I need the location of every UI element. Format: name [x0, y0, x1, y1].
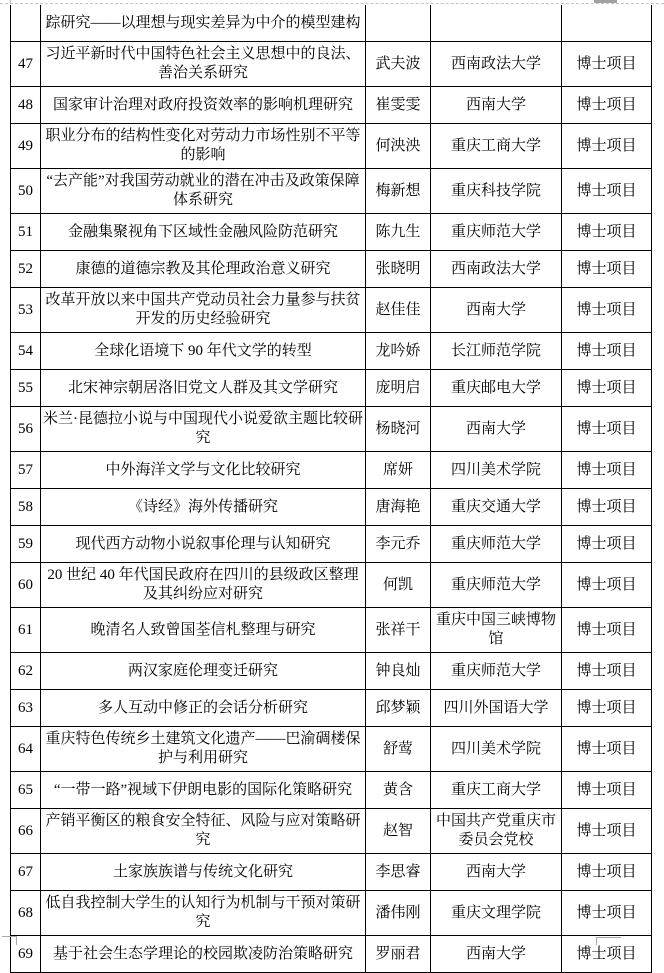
project-title-cell[interactable]: 产销平衡区的粮食安全特征、风险与应对策略研究	[41, 809, 366, 854]
row-number-cell[interactable]: 64	[11, 727, 41, 772]
institution-cell[interactable]: 重庆师范大学	[431, 526, 562, 563]
row-number-cell[interactable]: 51	[11, 214, 41, 251]
project-type-cell[interactable]: 博士项目	[562, 727, 652, 772]
leader-name-cell[interactable]: 唐海艳	[366, 489, 431, 526]
table-row	[11, 452, 652, 489]
project-type-cell[interactable]: 博士项目	[562, 563, 652, 608]
project-title-cell[interactable]: 《诗经》海外传播研究	[41, 489, 366, 526]
institution-cell[interactable]: 重庆中国三峡博物馆	[431, 608, 562, 653]
project-title-cell[interactable]: 北宋神宗朝居洛旧党文人群及其文学研究	[41, 370, 366, 407]
institution-cell[interactable]: 重庆交通大学	[431, 489, 562, 526]
leader-name-cell[interactable]: 何凯	[366, 563, 431, 608]
project-title-cell[interactable]: 职业分布的结构性变化对劳动力市场性别不平等的影响	[41, 124, 366, 169]
row-number-cell[interactable]: 60	[11, 563, 41, 608]
institution-cell[interactable]: 重庆师范大学	[431, 563, 562, 608]
row-number-cell[interactable]: 67	[11, 854, 41, 891]
project-type-cell[interactable]: 博士项目	[562, 489, 652, 526]
text-boundary-top-line	[0, 3, 664, 4]
leader-name-cell[interactable]: 陈九生	[366, 214, 431, 251]
table-row	[11, 124, 652, 169]
leader-name-cell[interactable]: 黄含	[366, 772, 431, 809]
project-title-cell[interactable]: 习近平新时代中国特色社会主义思想中的良法、善治关系研究	[41, 42, 366, 87]
text-boundary-corner-bottom-right	[596, 937, 621, 945]
project-type-cell[interactable]: 博士项目	[562, 214, 652, 251]
table-row	[11, 87, 652, 124]
row-number-cell[interactable]: 68	[11, 891, 41, 936]
project-type-cell[interactable]	[562, 5, 652, 42]
institution-cell[interactable]: 中国共产党重庆市委员会党校	[431, 809, 562, 854]
institution-cell[interactable]: 重庆工商大学	[431, 124, 562, 169]
project-type-cell[interactable]: 博士项目	[562, 42, 652, 87]
institution-cell[interactable]: 重庆工商大学	[431, 772, 562, 809]
leader-name-cell[interactable]: 杨晓河	[366, 407, 431, 452]
projects-table-body	[11, 5, 652, 973]
project-title-cell[interactable]: 现代西方动物小说叙事伦理与认知研究	[41, 526, 366, 563]
institution-cell[interactable]: 西南大学	[431, 288, 562, 333]
leader-name-cell[interactable]: 赵佳佳	[366, 288, 431, 333]
institution-cell[interactable]: 西南政法大学	[431, 42, 562, 87]
row-number-cell[interactable]: 69	[11, 936, 41, 973]
institution-cell[interactable]: 四川外国语大学	[431, 690, 562, 727]
leader-name-cell[interactable]: 潘伟刚	[366, 891, 431, 936]
project-type-cell[interactable]: 博士项目	[562, 452, 652, 489]
project-type-cell[interactable]: 博士项目	[562, 87, 652, 124]
row-number-cell[interactable]: 66	[11, 809, 41, 854]
leader-name-cell[interactable]	[366, 5, 431, 42]
table-row	[11, 42, 652, 87]
project-type-cell[interactable]: 博士项目	[562, 809, 652, 854]
institution-cell[interactable]: 重庆邮电大学	[431, 370, 562, 407]
institution-cell[interactable]: 重庆文理学院	[431, 891, 562, 936]
table-row	[11, 690, 652, 727]
table-row	[11, 489, 652, 526]
institution-cell[interactable]: 长江师范学院	[431, 333, 562, 370]
project-type-cell[interactable]: 博士项目	[562, 854, 652, 891]
project-type-cell[interactable]: 博士项目	[562, 333, 652, 370]
row-number-cell[interactable]: 49	[11, 124, 41, 169]
project-type-cell[interactable]: 博士项目	[562, 407, 652, 452]
table-row	[11, 891, 652, 936]
project-type-cell[interactable]: 博士项目	[562, 124, 652, 169]
institution-cell[interactable]	[431, 5, 562, 42]
text-boundary-corner-bottom-left	[2, 936, 17, 945]
project-title-cell[interactable]: 康德的道德宗教及其伦理政治意义研究	[41, 251, 366, 288]
row-number-cell[interactable]: 61	[11, 608, 41, 653]
leader-name-cell[interactable]: 李思睿	[366, 854, 431, 891]
institution-cell[interactable]: 西南大学	[431, 407, 562, 452]
leader-name-cell[interactable]: 龙吟娇	[366, 333, 431, 370]
row-number-cell[interactable]: 47	[11, 42, 41, 87]
project-type-cell[interactable]: 博士项目	[562, 169, 652, 214]
institution-cell[interactable]: 重庆师范大学	[431, 214, 562, 251]
leader-name-cell[interactable]: 张晓明	[366, 251, 431, 288]
row-number-cell[interactable]: 59	[11, 526, 41, 563]
table-row	[11, 169, 652, 214]
project-title-cell[interactable]: 金融集聚视角下区域性金融风险防范研究	[41, 214, 366, 251]
leader-name-cell[interactable]: 罗丽君	[366, 936, 431, 973]
project-title-cell[interactable]: 两汉家庭伦理变迁研究	[41, 653, 366, 690]
institution-cell[interactable]: 西南政法大学	[431, 251, 562, 288]
project-type-cell[interactable]: 博士项目	[562, 526, 652, 563]
project-title-cell[interactable]: 中外海洋文学与文化比较研究	[41, 452, 366, 489]
project-title-cell[interactable]: 国家审计治理对政府投资效率的影响机理研究	[41, 87, 366, 124]
project-type-cell[interactable]: 博士项目	[562, 608, 652, 653]
table-row	[11, 936, 652, 973]
leader-name-cell[interactable]: 何泱泱	[366, 124, 431, 169]
project-title-cell[interactable]: 踪研究——以理想与现实差异为中介的模型建构	[41, 5, 366, 42]
leader-name-cell[interactable]: 席妍	[366, 452, 431, 489]
project-title-cell[interactable]: “去产能”对我国劳动就业的潜在冲击及政策保障体系研究	[41, 169, 366, 214]
project-title-cell[interactable]: 晚清名人致曾国荃信札整理与研究	[41, 608, 366, 653]
row-number-cell[interactable]: 53	[11, 288, 41, 333]
institution-cell[interactable]: 西南大学	[431, 87, 562, 124]
page-break-marker	[594, 0, 617, 3]
row-number-cell[interactable]: 50	[11, 169, 41, 214]
project-title-cell[interactable]: “一带一路”视域下伊朗电影的国际化策略研究	[41, 772, 366, 809]
table-row	[11, 370, 652, 407]
table-row	[11, 653, 652, 690]
project-type-cell[interactable]: 博士项目	[562, 288, 652, 333]
row-number-cell[interactable]: 54	[11, 333, 41, 370]
table-row	[11, 563, 652, 608]
table-row	[11, 251, 652, 288]
leader-name-cell[interactable]: 李元乔	[366, 526, 431, 563]
table-row	[11, 288, 652, 333]
projects-table[interactable]	[10, 5, 652, 973]
row-number-cell[interactable]: 48	[11, 87, 41, 124]
row-number-cell[interactable]: 56	[11, 407, 41, 452]
project-title-cell[interactable]: 米兰·昆德拉小说与中国现代小说爱欲主题比较研究	[41, 407, 366, 452]
table-row	[11, 5, 652, 42]
project-type-cell[interactable]: 博士项目	[562, 251, 652, 288]
table-row	[11, 854, 652, 891]
institution-cell[interactable]: 西南大学	[431, 936, 562, 973]
project-title-cell[interactable]: 全球化语境下 90 年代文学的转型	[41, 333, 366, 370]
project-title-cell[interactable]: 改革开放以来中国共产党动员社会力量参与扶贫开发的历史经验研究	[41, 288, 366, 333]
project-type-cell[interactable]: 博士项目	[562, 653, 652, 690]
leader-name-cell[interactable]: 武夫波	[366, 42, 431, 87]
table-row	[11, 809, 652, 854]
project-title-cell[interactable]: 基于社会生态学理论的校园欺凌防治策略研究	[41, 936, 366, 973]
row-number-cell[interactable]: 55	[11, 370, 41, 407]
leader-name-cell[interactable]: 张祥干	[366, 608, 431, 653]
institution-cell[interactable]: 西南大学	[431, 854, 562, 891]
row-number-cell[interactable]: 65	[11, 772, 41, 809]
leader-name-cell[interactable]: 崔雯雯	[366, 87, 431, 124]
project-type-cell[interactable]: 博士项目	[562, 772, 652, 809]
project-type-cell[interactable]: 博士项目	[562, 891, 652, 936]
row-number-cell[interactable]: 52	[11, 251, 41, 288]
project-title-cell[interactable]: 20 世纪 40 年代国民政府在四川的县级政区整理及其纠纷应对研究	[41, 563, 366, 608]
row-number-cell[interactable]: 57	[11, 452, 41, 489]
leader-name-cell[interactable]: 舒莺	[366, 727, 431, 772]
row-number-cell[interactable]	[11, 5, 41, 42]
project-type-cell[interactable]: 博士项目	[562, 370, 652, 407]
row-number-cell[interactable]: 63	[11, 690, 41, 727]
table-row	[11, 214, 652, 251]
table-row	[11, 407, 652, 452]
table-row	[11, 608, 652, 653]
project-title-cell[interactable]: 低自我控制大学生的认知行为机制与干预对策研究	[41, 891, 366, 936]
project-title-cell[interactable]: 多人互动中修正的会话分析研究	[41, 690, 366, 727]
row-number-cell[interactable]: 58	[11, 489, 41, 526]
table-row	[11, 772, 652, 809]
project-type-cell[interactable]: 博士项目	[562, 690, 652, 727]
leader-name-cell[interactable]: 梅新想	[366, 169, 431, 214]
leader-name-cell[interactable]: 钟良灿	[366, 653, 431, 690]
leader-name-cell[interactable]: 邱梦颖	[366, 690, 431, 727]
project-title-cell[interactable]: 土家族族谱与传统文化研究	[41, 854, 366, 891]
table-row	[11, 526, 652, 563]
institution-cell[interactable]: 重庆科技学院	[431, 169, 562, 214]
table-row	[11, 333, 652, 370]
institution-cell[interactable]: 四川美术学院	[431, 727, 562, 772]
leader-name-cell[interactable]: 庞明启	[366, 370, 431, 407]
institution-cell[interactable]: 重庆师范大学	[431, 653, 562, 690]
institution-cell[interactable]: 四川美术学院	[431, 452, 562, 489]
row-number-cell[interactable]: 62	[11, 653, 41, 690]
table-row	[11, 727, 652, 772]
project-type-cell[interactable]: 博士项目	[562, 936, 652, 973]
project-title-cell[interactable]: 重庆特色传统乡土建筑文化遗产——巴渝碉楼保护与利用研究	[41, 727, 366, 772]
leader-name-cell[interactable]: 赵智	[366, 809, 431, 854]
